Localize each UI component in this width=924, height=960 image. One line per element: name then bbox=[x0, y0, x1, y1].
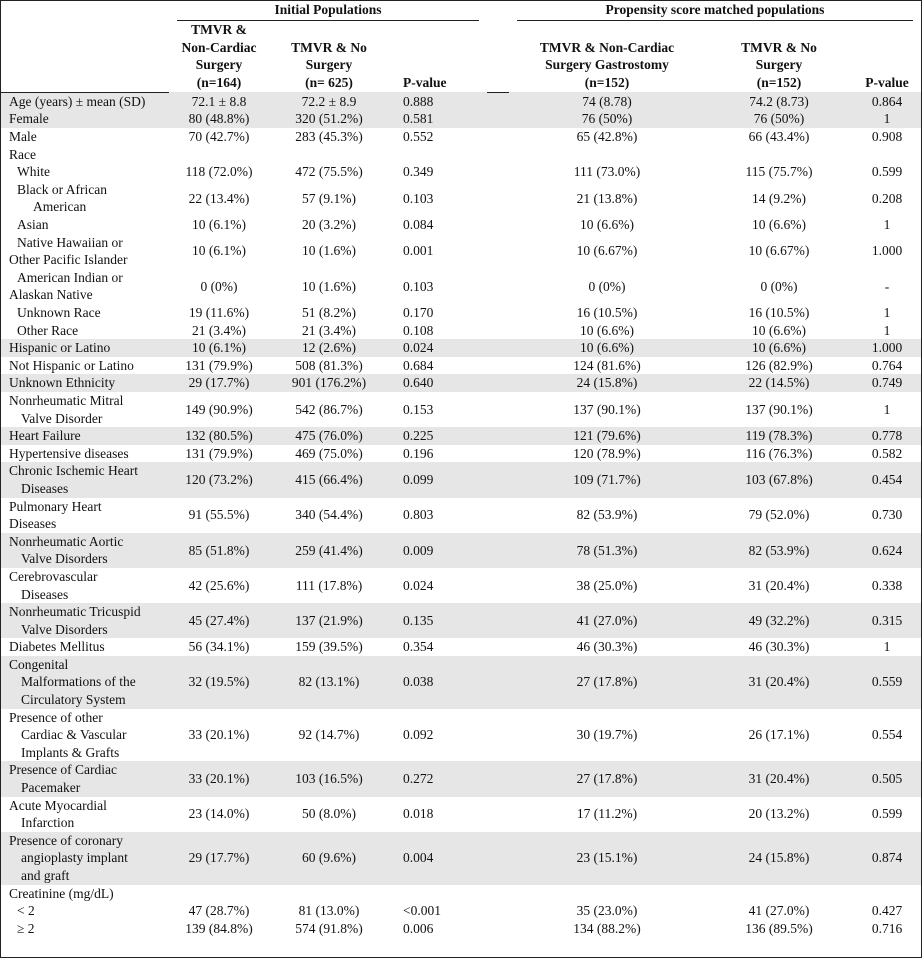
match-tmvr-nosurgery-cell: 16 (10.5%) bbox=[748, 305, 810, 320]
spacer bbox=[487, 832, 509, 885]
match-pvalue-cell: 0.778 bbox=[853, 427, 921, 445]
row-label: Congenital Malformations of the Circulatory System bbox=[1, 656, 169, 709]
match-pvalue-cell: 0.908 bbox=[871, 129, 903, 145]
init-tmvr-nosurgery-cell: 159 (39.5%) bbox=[295, 639, 363, 655]
init-pvalue-cell: 0.135 bbox=[389, 603, 487, 638]
init-pvalue-cell: 0.803 bbox=[403, 507, 434, 523]
spacer bbox=[487, 445, 509, 463]
row-label: ≥ 2 bbox=[17, 920, 35, 936]
match-pvalue-cell: 0.730 bbox=[871, 507, 903, 523]
spacer bbox=[487, 339, 509, 357]
init-pvalue-cell: 0.196 bbox=[403, 445, 434, 461]
table-row bbox=[1, 339, 921, 357]
init-tmvr-noncardiac-cell: 22 (13.4%) bbox=[188, 190, 250, 206]
match-pvalue-cell: 0.559 bbox=[853, 656, 921, 709]
match-tmvr-nosurgery-cell: 49 (32.2%) bbox=[705, 603, 853, 638]
init-tmvr-nosurgery-cell: 415 (66.4%) bbox=[269, 462, 389, 497]
row-label: Hispanic or Latino bbox=[1, 339, 169, 357]
init-pvalue-cell: 0.038 bbox=[389, 656, 487, 709]
init-pvalue-cell: 0.092 bbox=[403, 727, 434, 743]
match-tmvr-nosurgery-cell: 10 (6.67%) bbox=[748, 243, 810, 259]
init-pvalue-cell: 0.001 bbox=[403, 243, 434, 259]
match-pvalue-cell: 0.874 bbox=[853, 832, 921, 885]
init-pvalue-cell: 0.084 bbox=[403, 217, 434, 233]
match-tmvr-noncardiac-cell bbox=[509, 146, 705, 164]
spacer bbox=[487, 920, 509, 938]
match-tmvr-nosurgery-cell bbox=[705, 146, 853, 164]
spacer bbox=[487, 902, 509, 920]
col-match-tmvr-noncardiac: TMVR & Non-Cardiac Surgery Gastrostomy (n=152) bbox=[539, 39, 675, 90]
match-pvalue-cell: 1 bbox=[883, 322, 891, 338]
match-tmvr-noncardiac-cell: 124 (81.6%) bbox=[573, 357, 641, 373]
init-tmvr-noncardiac-cell: 131 (79.9%) bbox=[185, 445, 253, 461]
init-tmvr-noncardiac-cell: 0 (0%) bbox=[200, 278, 238, 294]
spacer bbox=[487, 656, 509, 709]
col-match-tmvr-nosurgery: TMVR & No Surgery (n=152) bbox=[741, 39, 817, 90]
match-tmvr-noncardiac-cell: 24 (15.8%) bbox=[509, 374, 705, 392]
init-tmvr-nosurgery-cell: 340 (54.4%) bbox=[295, 507, 363, 523]
row-label: Race bbox=[9, 146, 36, 162]
spacer bbox=[487, 181, 509, 216]
table-row bbox=[1, 797, 921, 832]
table-row bbox=[1, 638, 921, 656]
init-pvalue-cell: <0.001 bbox=[403, 903, 441, 919]
row-label: Nonrheumatic Tricuspid Valve Disorders bbox=[1, 603, 169, 638]
match-tmvr-noncardiac-cell: 17 (11.2%) bbox=[576, 806, 638, 822]
row-label: Chronic Ischemic Heart Diseases bbox=[1, 462, 169, 497]
table-row bbox=[1, 392, 921, 427]
match-pvalue-cell: 0.315 bbox=[853, 603, 921, 638]
table-row bbox=[1, 462, 921, 497]
init-tmvr-nosurgery-cell: 57 (9.1%) bbox=[302, 190, 356, 206]
init-pvalue-cell: 0.354 bbox=[403, 639, 434, 655]
spacer bbox=[487, 498, 509, 533]
match-tmvr-noncardiac-cell: 10 (6.6%) bbox=[580, 217, 634, 233]
match-tmvr-noncardiac-cell: 76 (50%) bbox=[509, 110, 705, 128]
match-tmvr-nosurgery-cell: 79 (52.0%) bbox=[748, 507, 810, 523]
match-pvalue-cell: 0.749 bbox=[853, 374, 921, 392]
init-tmvr-nosurgery-cell: 51 (8.2%) bbox=[302, 305, 356, 320]
spacer bbox=[487, 462, 509, 497]
match-pvalue-cell: 1 bbox=[883, 305, 891, 320]
spacer bbox=[487, 392, 509, 427]
row-label: Hypertensive diseases bbox=[9, 445, 129, 461]
spacer bbox=[487, 128, 509, 146]
spacer bbox=[487, 146, 509, 164]
row-label: Unknown Ethnicity bbox=[1, 374, 169, 392]
table-row bbox=[1, 761, 921, 796]
table-row bbox=[1, 269, 921, 304]
row-label: Presence of coronary angioplasty implant and graft bbox=[1, 832, 169, 885]
init-tmvr-noncardiac-cell: 42 (25.6%) bbox=[188, 577, 250, 593]
init-pvalue-cell: 0.004 bbox=[389, 832, 487, 885]
match-tmvr-noncardiac-cell: 111 (73.0%) bbox=[573, 164, 641, 180]
spacer bbox=[487, 638, 509, 656]
spacer bbox=[487, 357, 509, 375]
match-pvalue-cell: 0.505 bbox=[853, 761, 921, 796]
row-label: Pulmonary Heart Diseases bbox=[9, 498, 102, 532]
match-tmvr-noncardiac-cell: 41 (27.0%) bbox=[509, 603, 705, 638]
table-row bbox=[1, 163, 921, 181]
baseline-characteristics-table bbox=[1, 1, 921, 937]
init-pvalue-cell: 0.349 bbox=[403, 164, 434, 180]
init-tmvr-nosurgery-cell: 472 (75.5%) bbox=[295, 164, 363, 180]
init-tmvr-nosurgery-cell: 81 (13.0%) bbox=[298, 903, 360, 919]
table-row bbox=[1, 656, 921, 709]
init-tmvr-noncardiac-cell: 139 (84.8%) bbox=[185, 920, 253, 936]
match-pvalue-cell: 1 bbox=[883, 639, 891, 655]
init-pvalue-cell: 0.581 bbox=[389, 110, 487, 128]
match-tmvr-noncardiac-cell: 10 (6.6%) bbox=[580, 322, 634, 338]
match-pvalue-cell: 0.582 bbox=[871, 445, 903, 461]
match-tmvr-noncardiac-cell: 10 (6.67%) bbox=[576, 243, 638, 259]
match-tmvr-nosurgery-cell: 31 (20.4%) bbox=[748, 577, 810, 593]
init-pvalue-cell: 0.640 bbox=[389, 374, 487, 392]
spacer bbox=[487, 427, 509, 445]
init-tmvr-noncardiac-cell: 29 (17.7%) bbox=[169, 832, 269, 885]
table-row bbox=[1, 709, 921, 762]
table-row bbox=[1, 234, 921, 269]
init-pvalue-cell bbox=[389, 146, 487, 164]
match-pvalue-cell: - bbox=[884, 278, 890, 294]
init-tmvr-nosurgery-cell: 475 (76.0%) bbox=[269, 427, 389, 445]
row-label: Male bbox=[9, 129, 37, 145]
match-tmvr-nosurgery-cell: 74.2 (8.73) bbox=[705, 92, 853, 110]
match-pvalue-cell: 0.716 bbox=[871, 920, 903, 936]
init-tmvr-nosurgery-cell: 50 (8.0%) bbox=[302, 806, 356, 822]
row-label: Presence of Cardiac Pacemaker bbox=[1, 761, 169, 796]
match-tmvr-noncardiac-cell: 78 (51.3%) bbox=[509, 533, 705, 568]
row-label: American Indian or Alaskan Native bbox=[9, 269, 123, 303]
match-tmvr-nosurgery-cell: 103 (67.8%) bbox=[705, 462, 853, 497]
col-match-pvalue: P-value bbox=[865, 74, 909, 90]
match-tmvr-nosurgery-cell: 76 (50%) bbox=[705, 110, 853, 128]
spacer bbox=[487, 797, 509, 832]
row-label: Black or African American bbox=[17, 181, 107, 215]
row-label: Female bbox=[1, 110, 169, 128]
table-row bbox=[1, 445, 921, 463]
match-pvalue-cell: 0.554 bbox=[871, 727, 903, 743]
match-pvalue-cell bbox=[853, 885, 921, 903]
match-tmvr-noncardiac-cell: 10 (6.6%) bbox=[509, 339, 705, 357]
init-pvalue-cell: 0.684 bbox=[403, 357, 434, 373]
match-tmvr-nosurgery-cell: 31 (20.4%) bbox=[705, 656, 853, 709]
spacer bbox=[487, 761, 509, 796]
spacer bbox=[487, 533, 509, 568]
table-row bbox=[1, 920, 921, 938]
init-tmvr-noncardiac-cell: 10 (6.1%) bbox=[192, 217, 246, 233]
spacer bbox=[487, 322, 509, 340]
match-tmvr-noncardiac-cell: 82 (53.9%) bbox=[576, 507, 638, 523]
init-pvalue-cell: 0.108 bbox=[403, 322, 434, 338]
row-label: Native Hawaiian or Other Pacific Islander bbox=[9, 234, 128, 268]
match-tmvr-nosurgery-cell: 116 (76.3%) bbox=[745, 445, 813, 461]
init-tmvr-nosurgery-cell: 259 (41.4%) bbox=[269, 533, 389, 568]
init-pvalue-cell: 0.170 bbox=[403, 305, 434, 320]
init-tmvr-noncardiac-cell: 70 (42.7%) bbox=[188, 129, 250, 145]
spacer bbox=[487, 234, 509, 269]
init-tmvr-nosurgery-cell: 20 (3.2%) bbox=[302, 217, 356, 233]
init-tmvr-nosurgery-cell: 82 (13.1%) bbox=[269, 656, 389, 709]
init-pvalue-cell: 0.099 bbox=[389, 462, 487, 497]
init-tmvr-nosurgery-cell: 542 (86.7%) bbox=[295, 401, 363, 417]
initial-populations-header: Initial Populations bbox=[169, 1, 487, 21]
init-pvalue-cell: 0.272 bbox=[389, 761, 487, 796]
init-pvalue-cell: 0.225 bbox=[389, 427, 487, 445]
match-tmvr-nosurgery-cell: 126 (82.9%) bbox=[745, 357, 813, 373]
init-tmvr-nosurgery-cell: 320 (51.2%) bbox=[269, 110, 389, 128]
row-label: Nonrheumatic Aortic Valve Disorders bbox=[1, 533, 169, 568]
match-tmvr-noncardiac-cell: 23 (15.1%) bbox=[509, 832, 705, 885]
match-tmvr-noncardiac-cell: 120 (78.9%) bbox=[573, 445, 641, 461]
match-tmvr-noncardiac-cell bbox=[509, 885, 705, 903]
match-pvalue-cell: 1 bbox=[853, 110, 921, 128]
match-tmvr-nosurgery-cell: 137 (90.1%) bbox=[745, 401, 813, 417]
init-tmvr-noncardiac-cell: 32 (19.5%) bbox=[169, 656, 269, 709]
table-row bbox=[1, 603, 921, 638]
row-label: Nonrheumatic Mitral Valve Disorder bbox=[9, 392, 124, 426]
init-tmvr-nosurgery-cell: 901 (176.2%) bbox=[269, 374, 389, 392]
init-tmvr-noncardiac-cell: 80 (48.8%) bbox=[169, 110, 269, 128]
match-pvalue-cell: 0.599 bbox=[871, 164, 903, 180]
group-header-row bbox=[1, 1, 921, 21]
init-tmvr-noncardiac-cell: 120 (73.2%) bbox=[169, 462, 269, 497]
init-pvalue-cell: 0.024 bbox=[403, 577, 434, 593]
init-tmvr-nosurgery-cell: 508 (81.3%) bbox=[295, 357, 363, 373]
init-pvalue-cell: 0.103 bbox=[403, 190, 434, 206]
row-label: Presence of other Cardiac & Vascular Implants & Grafts bbox=[9, 709, 127, 760]
match-tmvr-nosurgery-cell: 115 (75.7%) bbox=[745, 164, 813, 180]
table-row bbox=[1, 374, 921, 392]
match-pvalue-cell: 0.624 bbox=[853, 533, 921, 568]
spacer bbox=[487, 568, 509, 603]
spacer bbox=[487, 92, 509, 110]
init-tmvr-noncardiac-cell: 10 (6.1%) bbox=[169, 339, 269, 357]
matched-populations-header: Propensity score matched populations bbox=[509, 1, 921, 21]
init-tmvr-noncardiac-cell bbox=[169, 885, 269, 903]
init-pvalue-cell: 0.006 bbox=[403, 920, 434, 936]
init-tmvr-noncardiac-cell: 85 (51.8%) bbox=[169, 533, 269, 568]
match-pvalue-cell: 1 bbox=[883, 401, 891, 417]
match-tmvr-noncardiac-cell: 65 (42.8%) bbox=[576, 129, 638, 145]
match-tmvr-noncardiac-cell: 16 (10.5%) bbox=[576, 305, 638, 320]
init-pvalue-cell: 0.024 bbox=[389, 339, 487, 357]
init-tmvr-noncardiac-cell: 72.1 ± 8.8 bbox=[169, 92, 269, 110]
row-label: Cerebrovascular Diseases bbox=[9, 568, 98, 602]
spacer bbox=[487, 110, 509, 128]
spacer bbox=[487, 163, 509, 181]
match-tmvr-nosurgery-cell: 14 (9.2%) bbox=[752, 190, 806, 206]
table-row bbox=[1, 304, 921, 322]
init-tmvr-noncardiac-cell: 33 (20.1%) bbox=[188, 727, 250, 743]
init-tmvr-nosurgery-cell: 283 (45.3%) bbox=[295, 129, 363, 145]
row-label: Other Race bbox=[17, 322, 79, 338]
match-pvalue-cell: 1.000 bbox=[853, 339, 921, 357]
row-label: Unknown Race bbox=[17, 305, 101, 320]
match-pvalue-cell: 1.000 bbox=[871, 243, 903, 259]
match-tmvr-noncardiac-cell: 134 (88.2%) bbox=[573, 920, 641, 936]
init-tmvr-nosurgery-cell: 21 (3.4%) bbox=[302, 322, 356, 338]
match-pvalue-cell: 0.454 bbox=[853, 462, 921, 497]
init-tmvr-nosurgery-cell: 137 (21.9%) bbox=[269, 603, 389, 638]
init-tmvr-noncardiac-cell: 56 (34.1%) bbox=[188, 639, 250, 655]
row-label: Heart Failure bbox=[1, 427, 169, 445]
init-tmvr-noncardiac-cell: 29 (17.7%) bbox=[169, 374, 269, 392]
init-pvalue-cell: 0.009 bbox=[389, 533, 487, 568]
col-init-pvalue: P-value bbox=[403, 74, 447, 90]
init-tmvr-nosurgery-cell: 574 (91.8%) bbox=[295, 920, 363, 936]
init-pvalue-cell: 0.018 bbox=[403, 806, 434, 822]
match-tmvr-noncardiac-cell: 38 (25.0%) bbox=[576, 577, 638, 593]
table-row bbox=[1, 568, 921, 603]
init-tmvr-noncardiac-cell: 33 (20.1%) bbox=[169, 761, 269, 796]
match-tmvr-nosurgery-cell: 24 (15.8%) bbox=[705, 832, 853, 885]
table-row bbox=[1, 322, 921, 340]
row-label: Not Hispanic or Latino bbox=[9, 357, 134, 373]
match-pvalue-cell bbox=[853, 146, 921, 164]
table-row bbox=[1, 181, 921, 216]
match-tmvr-nosurgery-cell: 10 (6.6%) bbox=[752, 322, 806, 338]
table-row bbox=[1, 146, 921, 164]
match-tmvr-noncardiac-cell: 74 (8.78) bbox=[509, 92, 705, 110]
init-tmvr-nosurgery-cell: 92 (14.7%) bbox=[298, 727, 360, 743]
init-tmvr-noncardiac-cell: 10 (6.1%) bbox=[192, 243, 246, 259]
table-row bbox=[1, 885, 921, 903]
init-pvalue-cell: 0.888 bbox=[389, 92, 487, 110]
table-row bbox=[1, 498, 921, 533]
init-tmvr-noncardiac-cell: 23 (14.0%) bbox=[188, 806, 250, 822]
row-label: Diabetes Mellitus bbox=[9, 639, 105, 655]
init-tmvr-noncardiac-cell: 91 (55.5%) bbox=[188, 507, 250, 523]
match-tmvr-nosurgery-cell: 66 (43.4%) bbox=[748, 129, 810, 145]
match-tmvr-nosurgery-cell: 10 (6.6%) bbox=[752, 217, 806, 233]
match-tmvr-nosurgery-cell: 20 (13.2%) bbox=[748, 806, 810, 822]
init-tmvr-noncardiac-cell: 19 (11.6%) bbox=[188, 305, 250, 320]
init-tmvr-nosurgery-cell: 103 (16.5%) bbox=[269, 761, 389, 796]
match-tmvr-noncardiac-cell: 137 (90.1%) bbox=[573, 401, 641, 417]
spacer bbox=[487, 304, 509, 322]
table-row bbox=[1, 832, 921, 885]
match-tmvr-noncardiac-cell: 27 (17.8%) bbox=[509, 656, 705, 709]
col-init-tmvr-nosurgery: TMVR & No Surgery (n= 625) bbox=[291, 39, 367, 90]
row-label: Acute Myocardial Infarction bbox=[9, 797, 107, 831]
init-tmvr-noncardiac-cell: 45 (27.4%) bbox=[169, 603, 269, 638]
match-tmvr-nosurgery-cell: 46 (30.3%) bbox=[748, 639, 810, 655]
spacer bbox=[487, 709, 509, 762]
match-tmvr-nosurgery-cell: 10 (6.6%) bbox=[705, 339, 853, 357]
row-label: Creatinine (mg/dL) bbox=[9, 885, 114, 901]
table-row bbox=[1, 902, 921, 920]
init-tmvr-noncardiac-cell: 131 (79.9%) bbox=[185, 357, 253, 373]
match-pvalue-cell: 0.427 bbox=[871, 903, 903, 919]
col-init-tmvr-noncardiac: TMVR & Non-Cardiac Surgery (n=164) bbox=[181, 22, 257, 90]
match-tmvr-nosurgery-cell: 0 (0%) bbox=[760, 278, 798, 294]
match-tmvr-noncardiac-cell: 27 (17.8%) bbox=[509, 761, 705, 796]
init-tmvr-nosurgery-cell: 12 (2.6%) bbox=[269, 339, 389, 357]
row-label: < 2 bbox=[17, 903, 35, 919]
init-tmvr-nosurgery-cell: 10 (1.6%) bbox=[302, 278, 356, 294]
table-row bbox=[1, 128, 921, 146]
match-tmvr-noncardiac-cell: 121 (79.6%) bbox=[509, 427, 705, 445]
table-row bbox=[1, 92, 921, 110]
match-tmvr-noncardiac-cell: 109 (71.7%) bbox=[509, 462, 705, 497]
init-tmvr-noncardiac-cell: 21 (3.4%) bbox=[192, 322, 246, 338]
init-pvalue-cell: 0.103 bbox=[403, 278, 434, 294]
init-tmvr-nosurgery-cell bbox=[269, 885, 389, 903]
init-tmvr-noncardiac-cell: 132 (80.5%) bbox=[169, 427, 269, 445]
init-tmvr-noncardiac-cell bbox=[169, 146, 269, 164]
match-pvalue-cell: 0.599 bbox=[871, 806, 903, 822]
match-tmvr-noncardiac-cell: 35 (23.0%) bbox=[576, 903, 638, 919]
init-tmvr-nosurgery-cell: 111 (17.8%) bbox=[295, 577, 363, 593]
match-pvalue-cell: 0.764 bbox=[871, 357, 903, 373]
spacer bbox=[487, 885, 509, 903]
row-label: Asian bbox=[17, 217, 49, 233]
match-pvalue-cell: 0.208 bbox=[871, 190, 903, 206]
init-tmvr-nosurgery-cell: 60 (9.6%) bbox=[269, 832, 389, 885]
spacer bbox=[487, 374, 509, 392]
match-tmvr-nosurgery-cell: 31 (20.4%) bbox=[705, 761, 853, 796]
table-row bbox=[1, 110, 921, 128]
match-tmvr-nosurgery-cell bbox=[705, 885, 853, 903]
spacer bbox=[487, 269, 509, 304]
match-tmvr-noncardiac-cell: 0 (0%) bbox=[588, 278, 626, 294]
match-pvalue-cell: 0.864 bbox=[853, 92, 921, 110]
column-header-row bbox=[1, 21, 921, 92]
match-pvalue-cell: 1 bbox=[883, 217, 891, 233]
init-tmvr-nosurgery-cell: 10 (1.6%) bbox=[302, 243, 356, 259]
init-tmvr-noncardiac-cell: 47 (28.7%) bbox=[188, 903, 250, 919]
match-tmvr-nosurgery-cell: 26 (17.1%) bbox=[748, 727, 810, 743]
match-tmvr-noncardiac-cell: 21 (13.8%) bbox=[576, 190, 638, 206]
init-tmvr-noncardiac-cell: 118 (72.0%) bbox=[185, 164, 253, 180]
match-tmvr-noncardiac-cell: 30 (19.7%) bbox=[576, 727, 638, 743]
row-label: White bbox=[17, 164, 50, 180]
match-tmvr-nosurgery-cell: 119 (78.3%) bbox=[705, 427, 853, 445]
table-row bbox=[1, 216, 921, 234]
match-tmvr-nosurgery-cell: 82 (53.9%) bbox=[705, 533, 853, 568]
table-row bbox=[1, 533, 921, 568]
table-row bbox=[1, 357, 921, 375]
match-pvalue-cell: 0.338 bbox=[871, 577, 903, 593]
match-tmvr-nosurgery-cell: 136 (89.5%) bbox=[745, 920, 813, 936]
init-tmvr-noncardiac-cell: 149 (90.9%) bbox=[185, 401, 253, 417]
match-tmvr-noncardiac-cell: 46 (30.3%) bbox=[576, 639, 638, 655]
init-tmvr-nosurgery-cell: 469 (75.0%) bbox=[295, 445, 363, 461]
table-row bbox=[1, 427, 921, 445]
init-pvalue-cell: 0.552 bbox=[403, 129, 434, 145]
match-tmvr-nosurgery-cell: 22 (14.5%) bbox=[705, 374, 853, 392]
row-label: Age (years) ± mean (SD) bbox=[1, 92, 169, 110]
init-pvalue-cell bbox=[389, 885, 487, 903]
spacer bbox=[487, 603, 509, 638]
match-tmvr-nosurgery-cell: 41 (27.0%) bbox=[748, 903, 810, 919]
init-pvalue-cell: 0.153 bbox=[403, 401, 434, 417]
init-tmvr-nosurgery-cell: 72.2 ± 8.9 bbox=[269, 92, 389, 110]
init-tmvr-nosurgery-cell bbox=[269, 146, 389, 164]
table-body bbox=[1, 92, 921, 937]
spacer bbox=[487, 216, 509, 234]
